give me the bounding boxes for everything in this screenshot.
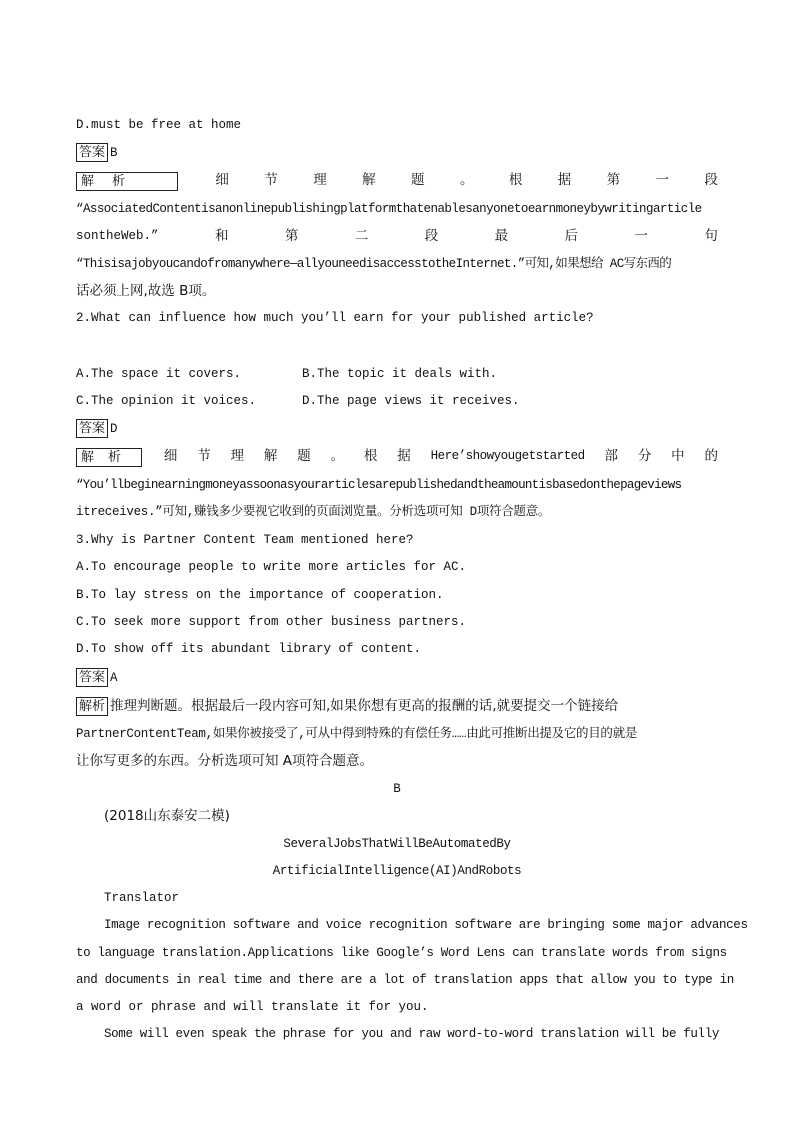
- answer-label: 答案: [76, 668, 108, 687]
- answer-value: B: [110, 146, 118, 160]
- q2-answer: [76, 419, 718, 438]
- q1-analysis-line-3: [76, 228, 718, 244]
- analysis-word: 句: [704, 228, 718, 244]
- q3-analysis-line-2: PartnerContentTeam,如果你被接受了,可从中得到特殊的有偿任务……由此可推断出提及它的目的就是: [76, 727, 638, 741]
- passage-p1-line-4: a word or phrase and will translate it for you.: [76, 1000, 429, 1014]
- q1-analysis-line-4: [76, 256, 718, 272]
- analysis-word: 最: [494, 228, 509, 244]
- q3-option-c: C.To seek more support from other business partners.: [76, 615, 467, 629]
- q3-option-d: D.To show off its abundant library of content.: [76, 642, 422, 656]
- q1-analysis-line-2: “AssociatedContentisanonlinepublishingplatformthatenablesanyonetoearnmoneybywritingarticle: [76, 202, 702, 216]
- q2-analysis-line-2: “You’llbeginearningmoneyassoonasyourarticlesarepublishedandtheamountisbasedonthepageviews: [76, 478, 682, 492]
- section-letter: B: [393, 782, 401, 796]
- analysis-word: 据: [557, 172, 572, 188]
- analysis-text: “Thisisajobyoucandofromanywhere: [76, 257, 290, 271]
- passage-source: (2018山东泰安二模): [104, 808, 230, 824]
- analysis-label: 解析: [76, 448, 142, 467]
- q3-answer: [76, 668, 718, 687]
- analysis-word: 题: [297, 448, 311, 464]
- passage-title-line-2: ArtificialIntelligence(AI)AndRobots: [272, 864, 522, 878]
- q1-answer: [76, 143, 718, 162]
- analysis-word: 后: [564, 228, 579, 244]
- q1-option-d: D.must be free at home: [76, 118, 242, 132]
- analysis-word: 据: [397, 448, 411, 464]
- passage-p1-line-3: and documents in real time and there are a lot of translation apps that allow you to type in: [76, 973, 734, 987]
- analysis-word: 细: [215, 172, 229, 188]
- analysis-word: 。: [459, 172, 474, 188]
- q3-analysis-line-3: 让你写更多的东西。分析选项可知 A项符合题意。: [76, 753, 374, 769]
- analysis-word: 理: [230, 448, 245, 464]
- q1-analysis-line-5: 话必须上网,故选 B项。: [76, 283, 216, 299]
- analysis-word: 段: [704, 172, 718, 188]
- q2-question: 2.What can influence how much you’ll earn for your published article?: [76, 311, 594, 325]
- analysis-word: 二: [354, 228, 369, 244]
- analysis-word: 题: [411, 172, 425, 188]
- analysis-word: 的: [704, 448, 718, 464]
- passage-subheading: Translator: [104, 891, 180, 905]
- analysis-word: 解: [263, 448, 278, 464]
- analysis-word: 和: [214, 228, 229, 244]
- analysis-text: 推理判断题。根据最后一段内容可知,如果你想有更高的报酬的话,就要提交一个链接给: [110, 698, 619, 714]
- analysis-word: 节: [197, 448, 211, 464]
- passage-p2-line-1: Some will even speak the phrase for you and raw word-to-word translation will be fully: [104, 1027, 720, 1041]
- q2-analysis-line-3: itreceives.”可知,赚钱多少要视它收到的页面浏览量。分析选项可知 D项符合题意。: [76, 505, 551, 519]
- q2-analysis-line-1: [76, 448, 718, 467]
- analysis-word: 部: [604, 448, 618, 464]
- analysis-word: 根: [508, 172, 523, 188]
- analysis-word: 理: [313, 172, 327, 188]
- passage-title-line-1: SeveralJobsThatWillBeAutomatedBy: [283, 837, 511, 851]
- answer-value: D: [110, 422, 118, 436]
- analysis-word: 段: [424, 228, 439, 244]
- q3-option-b: B.To lay stress on the importance of cooperation.: [76, 588, 444, 602]
- analysis-word: Here’showyougetstarted: [430, 449, 585, 463]
- analysis-text: —allyouneedisaccesstotheInternet.”可知,如果想给 AC写东西的: [289, 257, 672, 271]
- analysis-label: 解析: [76, 172, 178, 191]
- answer-label: 答案: [76, 143, 108, 162]
- q3-option-a: A.To encourage people to write more articles for AC.: [76, 560, 467, 574]
- analysis-word: 细: [163, 448, 178, 464]
- q2-option-d: D.The page views it receives.: [302, 394, 520, 408]
- answer-value: A: [110, 671, 118, 685]
- analysis-word: 一: [634, 228, 648, 244]
- analysis-word: 一: [655, 172, 670, 188]
- analysis-word: sontheWeb.”: [76, 229, 159, 243]
- passage-p1-line-2: to language translation.Applications like Google’s Word Lens can translate words from signs: [76, 946, 727, 960]
- answer-label: 答案: [76, 419, 108, 438]
- analysis-word: 节: [264, 172, 278, 188]
- analysis-word: 根: [363, 448, 378, 464]
- analysis-word: 第: [284, 228, 299, 244]
- q2-option-c: C.The opinion it voices.: [76, 394, 257, 408]
- analysis-label: 解析: [76, 697, 108, 716]
- q3-analysis-line-1: [76, 697, 718, 716]
- analysis-word: 第: [606, 172, 621, 188]
- passage-p1-line-1: Image recognition software and voice recognition software are bringing some major advances: [104, 918, 748, 932]
- q2-option-b: B.The topic it deals with.: [302, 367, 498, 381]
- analysis-word: 中: [671, 448, 685, 464]
- analysis-word: 。: [330, 448, 345, 464]
- q2-option-a: A.The space it covers.: [76, 367, 242, 381]
- analysis-word: 解: [362, 172, 376, 188]
- analysis-word: 分: [637, 448, 652, 464]
- q3-question: 3.Why is Partner Content Team mentioned here?: [76, 533, 414, 547]
- q1-analysis-line-1: [76, 172, 718, 191]
